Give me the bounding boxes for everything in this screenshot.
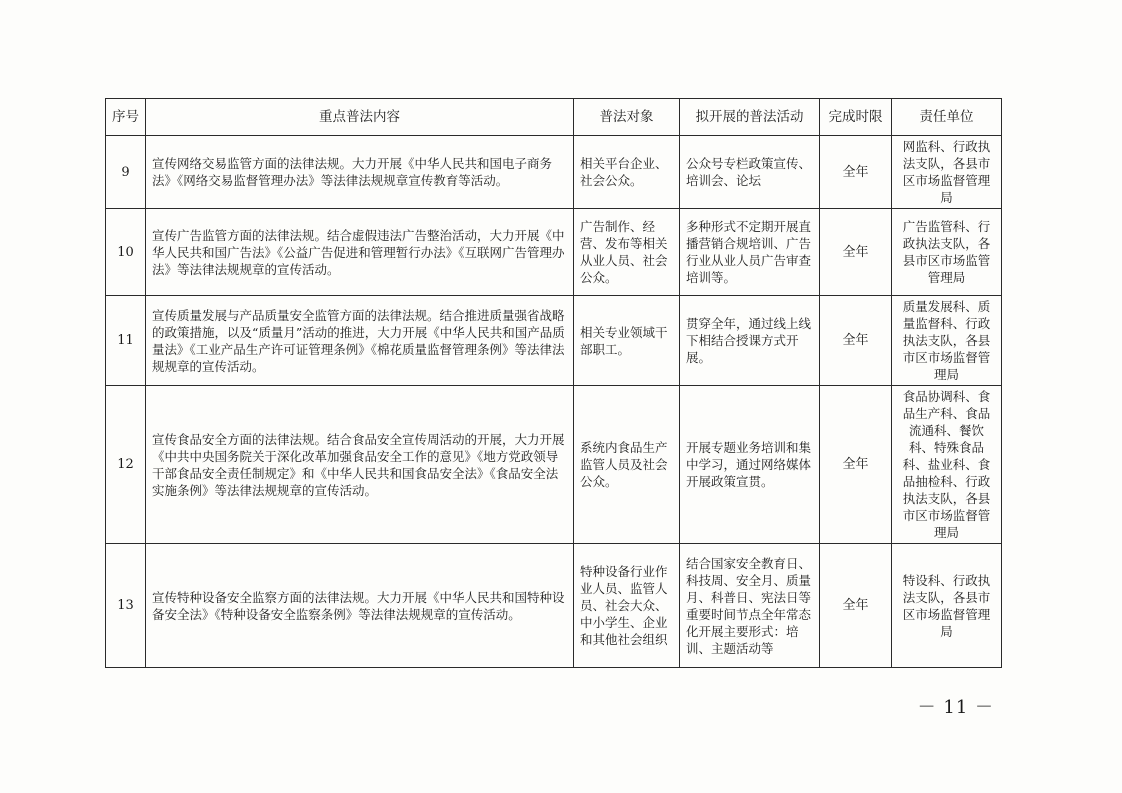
row-target: 系统内食品生产监管人员及社会公众。 <box>574 386 680 544</box>
row-content: 宣传质量发展与产品质量安全监管方面的法律法规。结合推进质量强省战略的政策措施，以及“质量月”活动的推进，大力开展《中华人民共和国产品质量法》《工业产品生产许可证管理条例》《棉花质量监督管理条例》等法律法规规章的宣传活动。 <box>146 296 574 386</box>
row-time: 全年 <box>820 209 892 296</box>
row-num: 9 <box>106 136 146 209</box>
header-time: 完成时限 <box>820 99 892 136</box>
row-content: 宣传特种设备安全监察方面的法律法规。大力开展《中华人民共和国特种设备安全法》《特种设备安全监察条例》等法律法规规章的宣传活动。 <box>146 544 574 668</box>
page-number: － 11 － <box>917 697 994 718</box>
header-target: 普法对象 <box>574 99 680 136</box>
row-unit: 质量发展科、质量监督科、行政执法支队，各县市区市场监督管理局 <box>892 296 1002 386</box>
row-num: 11 <box>106 296 146 386</box>
row-num: 13 <box>106 544 146 668</box>
row-activity: 结合国家安全教育日、科技周、安全月、质量月、科普日、宪法日等重要时间节点全年常态化开展主要形式：培训、主题活动等 <box>680 544 820 668</box>
table-row <box>106 136 1002 209</box>
row-num: 12 <box>106 386 146 544</box>
row-unit: 广告监管科、行政执法支队，各县市区市场监管管理局 <box>892 209 1002 296</box>
row-target: 相关专业领域干部职工。 <box>574 296 680 386</box>
row-content: 宣传广告监管方面的法律法规。结合虚假违法广告整治活动，大力开展《中华人民共和国广告法》《公益广告促进和管理暂行办法》《互联网广告管理办法》等法律法规规章的宣传活动。 <box>146 209 574 296</box>
row-unit: 网监科、行政执法支队，各县市区市场监督管理局 <box>892 136 1002 209</box>
row-time: 全年 <box>820 544 892 668</box>
table-row <box>106 209 1002 296</box>
row-unit: 特设科、行政执法支队，各县市区市场监督管理局 <box>892 544 1002 668</box>
row-time: 全年 <box>820 136 892 209</box>
header-unit: 责任单位 <box>892 99 1002 136</box>
row-activity: 开展专题业务培训和集中学习，通过网络媒体开展政策宣贯。 <box>680 386 820 544</box>
row-content: 宣传食品安全方面的法律法规。结合食品安全宣传周活动的开展，大力开展《中共中央国务院关于深化改革加强食品安全工作的意见》《地方党政领导干部食品安全责任制规定》和《中华人民共和国食品安全法》《食品安全法实施条例》等法律法规规章的宣传活动。 <box>146 386 574 544</box>
table-row <box>106 296 1002 386</box>
row-activity: 公众号专栏政策宣传、培训会、论坛 <box>680 136 820 209</box>
row-unit: 食品协调科、食品生产科、食品流通科、餐饮科、特殊食品科、盐业科、食品抽检科、行政执法支队，各县市区市场监督管理局 <box>892 386 1002 544</box>
row-activity: 贯穿全年，通过线上线下相结合授课方式开展。 <box>680 296 820 386</box>
table-row <box>106 386 1002 544</box>
header-activity: 拟开展的普法活动 <box>680 99 820 136</box>
table-header-row <box>106 99 1002 136</box>
row-activity: 多种形式不定期开展直播营销合规培训、广告行业从业人员广告审查培训等。 <box>680 209 820 296</box>
header-num: 序号 <box>106 99 146 136</box>
row-target: 广告制作、经营、发布等相关从业人员、社会公众。 <box>574 209 680 296</box>
table-row <box>106 544 1002 668</box>
row-content: 宣传网络交易监管方面的法律法规。大力开展《中华人民共和国电子商务法》《网络交易监督管理办法》等法律法规规章宣传教育等活动。 <box>146 136 574 209</box>
row-num: 10 <box>106 209 146 296</box>
law-education-plan-table <box>105 98 1002 668</box>
row-target: 特种设备行业作业人员、监管人员、社会大众、中小学生、企业和其他社会组织 <box>574 544 680 668</box>
header-content: 重点普法内容 <box>146 99 574 136</box>
row-time: 全年 <box>820 386 892 544</box>
row-time: 全年 <box>820 296 892 386</box>
row-target: 相关平台企业、社会公众。 <box>574 136 680 209</box>
